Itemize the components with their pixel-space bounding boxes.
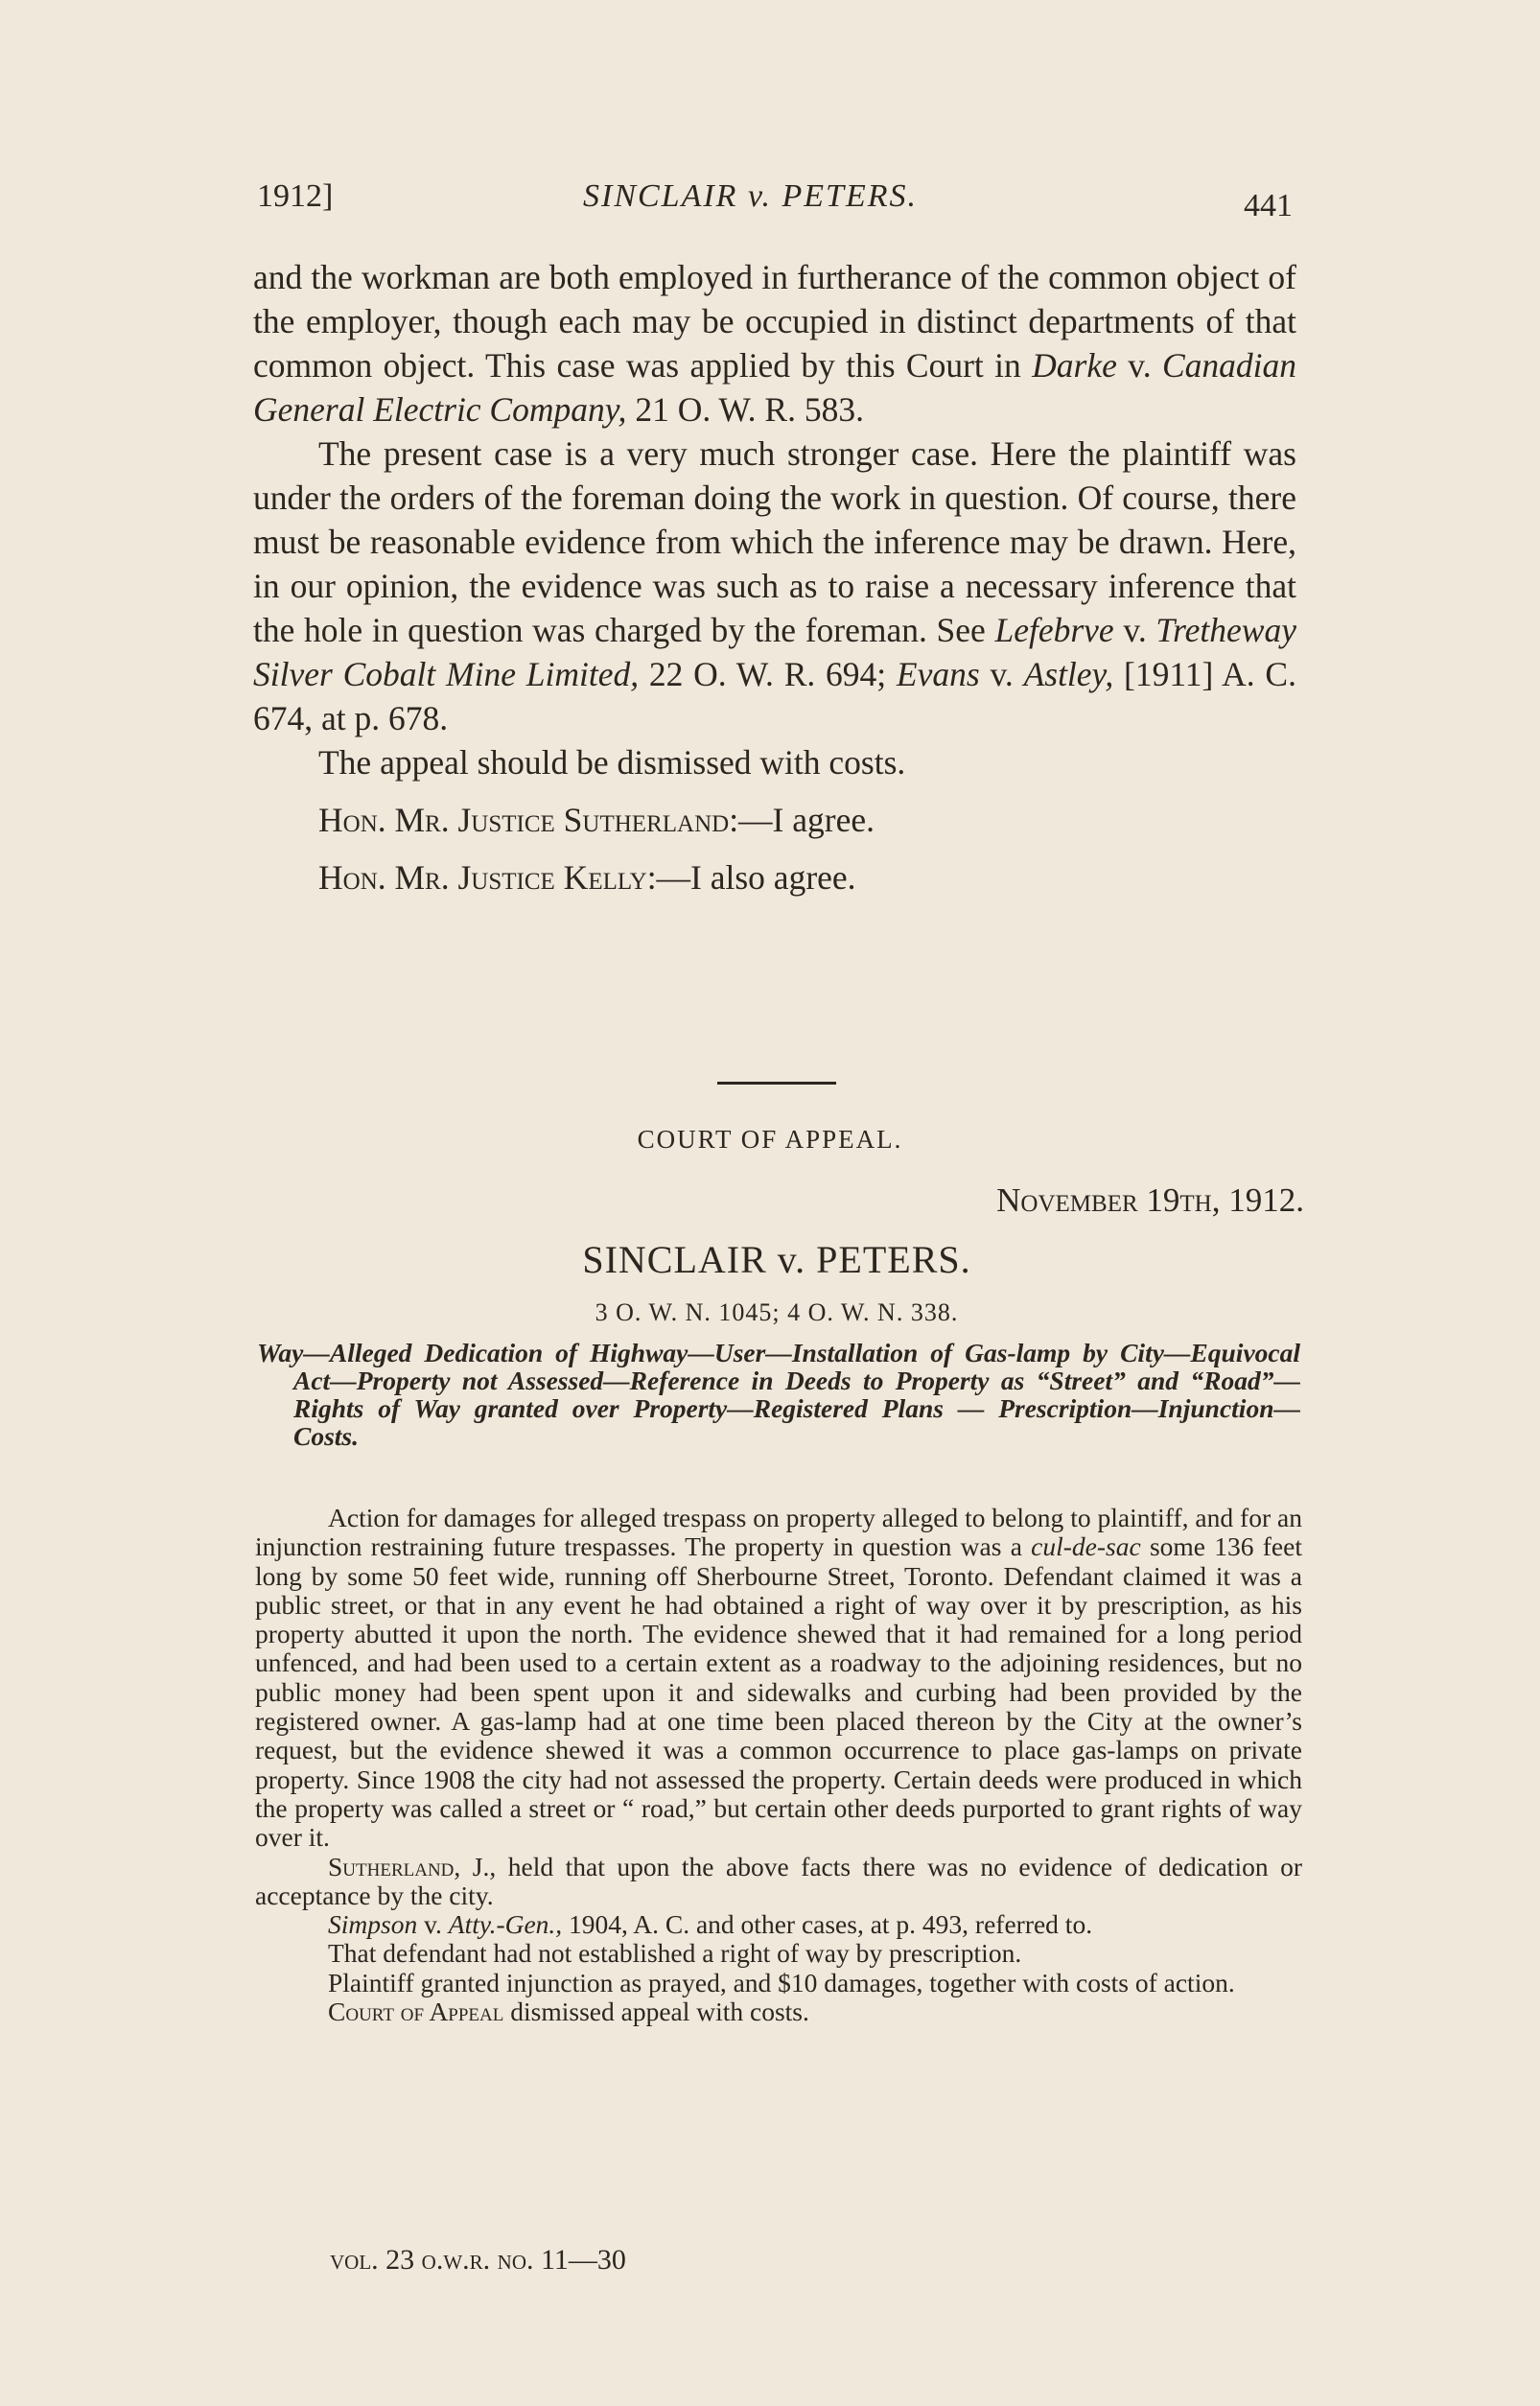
paragraph [253, 255, 1296, 432]
case-citation: 3 O. W. N. 1045; 4 O. W. N. 338. [595, 1298, 959, 1326]
court-heading: COURT OF APPEAL. [637, 1125, 903, 1154]
header-year: 1912] [257, 178, 334, 214]
judge-name: Hon. Mr. Justice Sutherland [318, 801, 730, 839]
paragraph [253, 798, 1296, 842]
page-number: 441 [1244, 188, 1293, 223]
italic-term: cul-de-sac [1031, 1531, 1141, 1562]
headnote-summary [255, 1504, 1302, 2026]
case-name: Tretheway Silver Cobalt Mine Limited, [253, 611, 1296, 693]
paragraph: That defendant had not established a right of way by prescription. [328, 1938, 1022, 1969]
text-run: v. [979, 655, 1024, 693]
case-name: Lefebrve [994, 611, 1114, 649]
text-run: [1911] A. C. 674, at p. 678. [253, 655, 1296, 737]
text-run: dismissed appeal with costs. [503, 1997, 809, 2027]
case-name: Simpson [328, 1909, 418, 1940]
case-title: SINCLAIR v. PETERS. [582, 1238, 971, 1281]
text-run: The present case is a very much stronger case. Here the plaintiff was under the orders of the foreman doing the work in question. Of course, there must be reasonable evidence from which the inference may be drawn. Here, in our opinion, the evidence was such as to raise a necessary inference that the hole in question was charged by the foreman. See [253, 434, 1296, 649]
case-name: Astley, [1023, 655, 1114, 693]
paragraph [255, 1910, 1302, 1939]
case-name: Darke [1032, 346, 1117, 385]
paragraph [253, 855, 1296, 899]
paragraph [255, 1997, 1302, 2026]
running-header [257, 178, 1293, 221]
text-run: 22 O. W. R. 694; [639, 655, 897, 693]
text-run: held that upon the above facts there was no evidence of dedication or acceptance by the city. [255, 1851, 1303, 1910]
running-title: SINCLAIR v. PETERS. [583, 178, 918, 214]
paragraph: Plaintiff granted injunction as prayed, and $10 damages, together with costs of action. [328, 1967, 1235, 1997]
text-run: Action for damages for alleged trespass on property alleged to belong to plaintiff, and for an injunction restraining future trespasses. The property in question was a [255, 1503, 1302, 1562]
volume-footer [330, 2244, 626, 2277]
court-name: Court of Appeal [328, 1997, 504, 2027]
text-run: v. [417, 1909, 449, 1940]
text-run: :—I also agree. [646, 858, 856, 897]
case-name: Canadian General Electric Company, [253, 346, 1296, 429]
case-name: Atty.-Gen., [448, 1909, 563, 1940]
judge-name: Hon. Mr. Justice Kelly [318, 858, 647, 897]
section-divider [717, 1082, 836, 1085]
text-run: v. [1113, 611, 1156, 649]
opinion-text [253, 255, 1296, 899]
text-run: v. [1116, 346, 1162, 385]
text-run: some 136 feet long by some 50 feet wide, running off Sherbourne Street, Toronto. Defendant claimed it was a public street, or that in any event he had obtained a right of way over it by prescription, as his property abutted it upon the north. The evidence shewed that it had remained for a long period unfenced, and had been used to a certain extent as a roadway to the adjoining residences, but no public money had been spent upon it and sidewalks and curbing had been provided by the registered owner. A gas-lamp had at one time been placed thereon by the City at the owner’s request, but the evidence shewed it was a common occurrence to place gas-lamps on private property. Since 1908 the city had not assessed the property. Certain deeds were produced in which the property was called a street or “ road,” but certain other deeds purported to grant rights of way over it. [255, 1531, 1302, 1853]
text-run: :—I agree. [729, 801, 875, 839]
paragraph [253, 432, 1296, 740]
judge-name: Sutherland, J., [328, 1851, 497, 1881]
text-run: 21 O. W. R. 583. [626, 390, 864, 429]
paragraph [255, 1853, 1302, 1911]
headnote-catchwords: Way—Alleged Dedication of Highway—User—Installation of Gas-lamp by City—Equivocal Act—Property not Assessed—Reference in Deeds to Property as “Street” and “Road”—Rights of Way granted over Property—Registered Plans — Prescription—Injunction—Costs. [257, 1338, 1300, 1451]
signature-number: 11—30 [540, 2244, 626, 2276]
case-name: Evans [896, 655, 980, 693]
paragraph: The appeal should be dismissed with costs. [318, 743, 906, 782]
paragraph [255, 1504, 1302, 1853]
decision-date: November 19th, 1912. [996, 1181, 1304, 1219]
volume-label: vol. 23 o.w.r. no. [330, 2244, 541, 2276]
text-run: 1904, A. C. and other cases, at p. 493, referred to. [562, 1909, 1093, 1940]
text-run: and the workman are both employed in furtherance of the common object of the employer, though each may be occupied in distinct departments of that common object. This case was applied by this Court in [253, 258, 1296, 385]
